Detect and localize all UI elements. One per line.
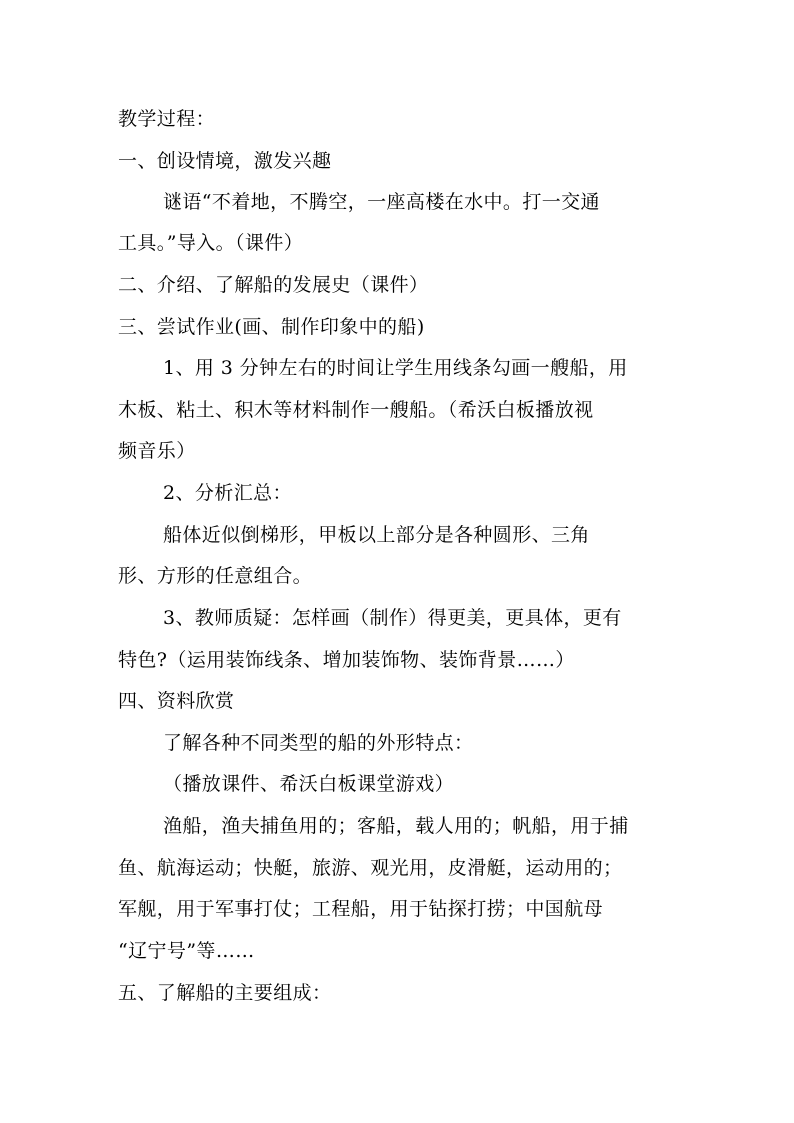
paragraph-line: 谜语“不着地，不腾空，一座高楼在水中。打一交通 [163,191,600,213]
paragraph-line: （播放课件、希沃白板课堂游戏） [163,773,455,795]
paragraph-line: 鱼、航海运动；快艇，旅游、观光用，皮滑艇，运动用的； [118,857,623,879]
section-5-title: 五、了解船的主要组成： [118,982,332,1004]
paragraph-line: 频音乐） [118,440,196,462]
section-4-title: 四、资料欣赏 [118,690,235,712]
paragraph-line: 工具。”导入。（课件） [118,232,304,254]
heading-teaching-process: 教学过程： [118,108,216,130]
section-1-title: 一、创设情境，激发兴趣 [118,150,332,172]
paragraph-line: 军舰，用于军事打仗；工程船，用于钻探打捞；中国航母 [118,898,604,920]
section-3-title: 三、尝试作业(画、制作印象中的船) [118,316,425,338]
paragraph-line: 渔船，渔夫捕鱼用的；客船，载人用的；帆船，用于捕 [163,815,629,837]
section-2-title: 二、介绍、了解船的发展史（课件） [118,274,429,296]
paragraph-line: 3、教师质疑：怎样画（制作）得更美，更具体，更有 [163,607,622,629]
paragraph-line: 2、分析汇总： [163,482,292,504]
paragraph-line: 了解各种不同类型的船的外形特点： [163,732,474,754]
paragraph-line: 船体近似倒梯形，甲板以上部分是各种圆形、三角 [163,524,590,546]
paragraph-line: 木板、粘土、积木等材料制作一艘船。（希沃白板播放视 [118,399,594,421]
paragraph-line: 形、方形的任意组合。 [118,565,313,587]
paragraph-line: 1、用 3 分钟左右的时间让学生用线条勾画一艘船，用 [163,357,628,379]
paragraph-line: “辽宁号”等…… [118,940,255,962]
paragraph-line: 特色?（运用装饰线条、增加装饰物、装饰背景……） [118,649,575,671]
